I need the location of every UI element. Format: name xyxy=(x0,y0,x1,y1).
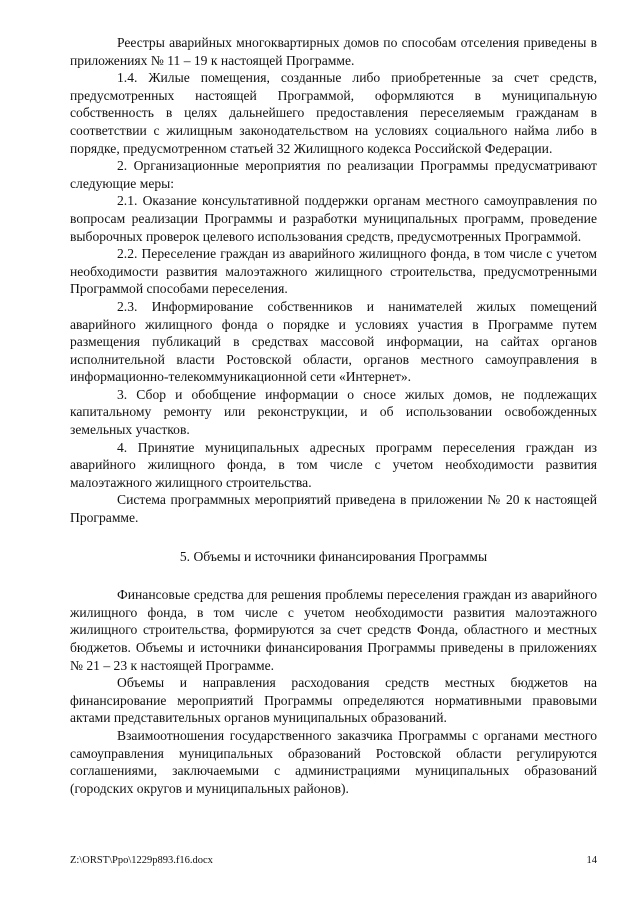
paragraph: 1.4. Жилые помещения, созданные либо приобретенные за счет средств, предусмотренных настоящей Программой, оформляются в муниципальную собственность в целях дальнейшего предоставления переселяемым гражданам в соответствии с жилищным законодательством на условиях социального найма либо в порядке, предусмотренном статьей 32 Жилищного кодекса Российской Федерации. xyxy=(70,70,597,156)
paragraph: 2.1. Оказание консультативной поддержки органам местного самоуправления по вопросам реализации Программы и разработки муниципальных программ, проведение выборочных проверок целевого использования средств, предусмотренных Программой. xyxy=(70,193,597,244)
paragraph: 2. Организационные мероприятия по реализации Программы предусматривают следующие меры: xyxy=(70,158,597,191)
paragraph: Объемы и направления расходования средств местных бюджетов на финансирование мероприятий Программы определяются нормативными правовыми актами представительных органов муниципальных образований. xyxy=(70,675,597,726)
page-number: 14 xyxy=(586,855,597,866)
paragraph: 3. Сбор и обобщение информации о сносе жилых домов, не подлежащих капитальному ремонту или реконструкции, и об использовании освобожденных земельных участков. xyxy=(70,386,597,438)
section-heading: 5. Объемы и источники финансирования Программы xyxy=(179,548,488,564)
paragraph: Система программных мероприятий приведена в приложении № 20 к настоящей Программе. xyxy=(70,492,597,526)
paragraph: 4. Принятие муниципальных адресных программ переселения граждан из аварийного жилищного фонда, в том числе с учетом необходимости развития малоэтажного жилищного строительства. xyxy=(70,439,597,490)
paragraph: 2.2. Переселение граждан из аварийного жилищного фонда, в том числе с учетом необходимости развития малоэтажного жилищного строительства, предусмотренными Программой способами переселения. xyxy=(70,246,597,297)
page-body xyxy=(70,34,597,797)
paragraph: 2.3. Информирование собственников и нанимателей жилых помещений аварийного жилищного фонда о порядке и условиях участия в Программе путем размещения публикаций в средствах массовой информации, на сайтах органов исполнительной власти Ростовской области, органов местного самоуправления в информационно-телекоммуникационной сети «Интернет». xyxy=(70,298,597,385)
paragraph: Взаимоотношения государственного заказчика Программы с органами местного самоуправления муниципальных образований Ростовской области регулируются соглашениями, заключаемыми с администрациями муниципальных образований (городских округов и муниципальных районов). xyxy=(70,727,597,796)
paragraph: Реестры аварийных многоквартирных домов по способам отселения приведены в приложениях № 11 – 19 к настоящей Программе. xyxy=(70,35,597,68)
footer-file-path: Z:\ORST\Ppo\1229p893.f16.docx xyxy=(70,855,213,866)
paragraph: Финансовые средства для решения проблемы переселения граждан из аварийного жилищного фонда, в том числе с учетом необходимости развития малоэтажного жилищного строительства, формируются за счет средств Фонда, областного и местных бюджетов. Объемы и источники финансирования Программы приведены в приложениях № 21 – 23 к настоящей Программе. xyxy=(70,587,597,673)
